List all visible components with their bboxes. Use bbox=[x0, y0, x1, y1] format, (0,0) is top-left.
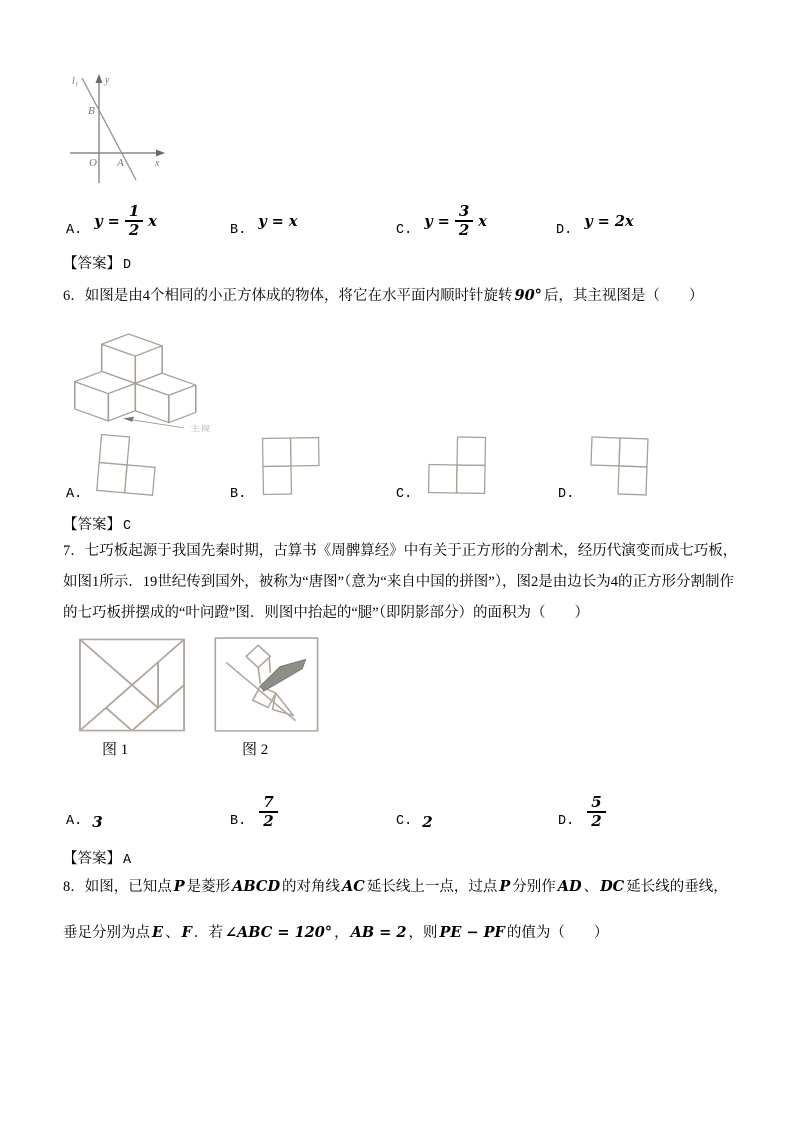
q5-option-c bbox=[396, 194, 489, 248]
x-axis-arrow-icon bbox=[156, 150, 165, 157]
shaded-leg-piece bbox=[260, 659, 305, 691]
q8-seg: 8．如图，已知点 bbox=[63, 879, 172, 895]
q8-math: P bbox=[499, 878, 511, 895]
q8-math: DC bbox=[600, 878, 625, 895]
formula: y = 2x bbox=[584, 212, 634, 230]
fraction: $\frac{3}{2}$ bbox=[455, 203, 473, 240]
tangram-head-piece bbox=[246, 645, 270, 667]
option-letter: D. bbox=[558, 814, 575, 829]
view-direction-arrow-icon bbox=[123, 417, 134, 422]
q7-option-b bbox=[230, 785, 281, 839]
q7-option-a bbox=[66, 785, 103, 839]
q6-seg: 后，其主视图是（ ） bbox=[543, 288, 704, 304]
q8-seg: 延长线的垂线，垂足分别为点 bbox=[63, 879, 728, 941]
q6-option-a-figure bbox=[92, 434, 166, 498]
q6-option-c-figure bbox=[422, 434, 496, 498]
option-letter: C. bbox=[396, 223, 413, 238]
option-letter: B. bbox=[230, 814, 247, 829]
q6-angle-value: 90° bbox=[514, 287, 542, 304]
figure1-caption: 图 1 bbox=[102, 742, 129, 758]
q6-option-d bbox=[558, 434, 688, 504]
formula-post: x bbox=[148, 212, 157, 230]
fraction: $\frac{7}{2}$ bbox=[259, 794, 277, 831]
q7-figure2-tangram-kick bbox=[212, 635, 322, 737]
q8-seg: 延长线上一点，过点 bbox=[366, 879, 498, 895]
q6-answer bbox=[63, 513, 131, 534]
option-letter: B. bbox=[230, 223, 247, 238]
q6-option-c bbox=[396, 434, 526, 504]
option-letter: C. bbox=[396, 487, 413, 502]
q7-option-c bbox=[396, 785, 433, 839]
formula: y = x bbox=[258, 212, 298, 230]
q7-option-d bbox=[558, 785, 609, 839]
q8-text bbox=[63, 864, 739, 956]
answer-letter: A bbox=[123, 853, 132, 868]
option-letter: A. bbox=[66, 814, 83, 829]
q8-seg: 的对角线 bbox=[282, 879, 341, 895]
q8-seg: ， bbox=[334, 925, 349, 941]
fraction: $\frac{1}{2}$ bbox=[125, 203, 143, 240]
q6-seg: 6．如图是由4个相同的小正方体成的物体，将它在水平面内顺时针旋转 bbox=[63, 288, 513, 304]
q8-math: AC bbox=[342, 878, 365, 895]
q8-math: ∠ABC = 120° bbox=[224, 924, 333, 941]
view-direction-label: 主视 bbox=[190, 424, 211, 433]
q8-math: F bbox=[181, 924, 192, 941]
q8-math: AD bbox=[557, 878, 582, 895]
q8-seg: 是菱形 bbox=[186, 879, 231, 895]
q8-math: E bbox=[152, 924, 164, 941]
q8-seg: ．若 bbox=[193, 925, 223, 941]
option-value: 2 bbox=[422, 813, 433, 831]
q7-text: 7．七巧板起源于我国先秦时期，古算书《周髀算经》中有关于正方形的分割术，经历代演变而成七巧板，如图1所示．19世纪传到国外，被称为“唐图”（意为“来自中国的拼图”），图2是由边长为4的正方形分割制作的七巧板拼摆成的“叶问蹬”图．则图中抬起的“腿”（即阴影部分）的面积为（ ） bbox=[63, 543, 738, 621]
q5-answer bbox=[63, 252, 131, 273]
figure2-caption: 图 2 bbox=[242, 742, 269, 758]
line-l1-label: l₁ bbox=[72, 76, 79, 87]
formula-pre: y = bbox=[424, 212, 450, 230]
fraction: $\frac{5}{2}$ bbox=[587, 794, 605, 831]
option-value: 3 bbox=[92, 813, 103, 831]
q8-math: P bbox=[173, 878, 185, 895]
point-b-label: B bbox=[88, 105, 95, 117]
answer-prefix: 【答案】 bbox=[63, 256, 121, 272]
q8-math: AB = 2 bbox=[350, 924, 407, 941]
q8-seg: 、 bbox=[583, 879, 599, 895]
q6-option-b-figure bbox=[256, 434, 330, 498]
origin-label: O bbox=[89, 157, 97, 169]
q8-seg: 、 bbox=[165, 925, 180, 941]
option-letter: B. bbox=[230, 487, 247, 502]
q6-text bbox=[63, 285, 739, 307]
formula-post: x bbox=[478, 212, 487, 230]
y-axis-arrow-icon bbox=[96, 74, 103, 83]
x-axis-label: x bbox=[155, 158, 160, 169]
formula-pre: y = bbox=[94, 212, 120, 230]
point-a-label: A bbox=[117, 157, 124, 169]
q8-math: PE − PF bbox=[439, 924, 505, 941]
q6-cubes-figure bbox=[58, 328, 226, 432]
q8-seg: 分别作 bbox=[512, 879, 556, 895]
option-letter: D. bbox=[558, 487, 575, 502]
answer-letter: D bbox=[123, 258, 132, 273]
q6-option-a bbox=[66, 434, 196, 504]
q6-option-d-figure bbox=[584, 434, 658, 498]
answer-prefix: 【答案】 bbox=[63, 517, 121, 533]
q8-math: ABCD bbox=[232, 878, 281, 895]
q7-figure1-tangram bbox=[76, 636, 188, 734]
option-letter: A. bbox=[66, 487, 83, 502]
y-axis-label: y bbox=[105, 75, 110, 86]
q8-seg: ，则 bbox=[408, 925, 438, 941]
q5-option-a bbox=[66, 194, 159, 248]
answer-letter: C bbox=[123, 519, 132, 534]
q6-option-b bbox=[230, 434, 360, 504]
q5-option-d bbox=[556, 194, 636, 248]
answer-prefix: 【答案】 bbox=[63, 851, 121, 867]
option-letter: C. bbox=[396, 814, 413, 829]
q5-option-b bbox=[230, 194, 300, 248]
q5-line-graph-figure bbox=[68, 70, 168, 185]
option-letter: A. bbox=[66, 223, 83, 238]
q8-seg: 的值为（ ） bbox=[506, 925, 609, 941]
option-letter: D. bbox=[556, 223, 573, 238]
